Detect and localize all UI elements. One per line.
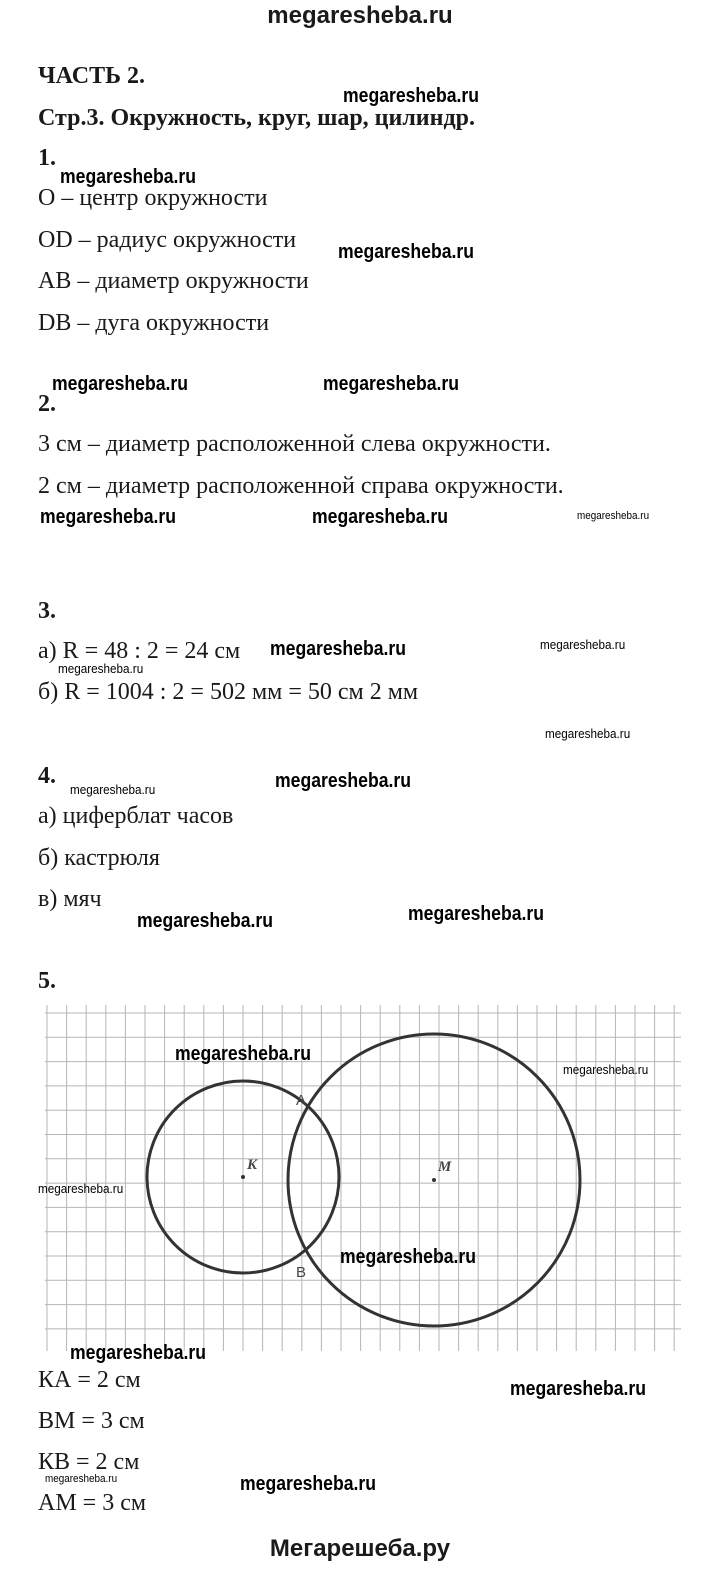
site-footer: Мегарешеба.ру bbox=[269, 1535, 451, 1562]
watermark: megaresheba.ru bbox=[577, 510, 650, 522]
task-5-line: КВ = 2 см bbox=[38, 1449, 140, 1475]
part-title: ЧАСТЬ 2. bbox=[38, 63, 145, 89]
watermark: megaresheba.ru bbox=[540, 637, 626, 652]
watermark: megaresheba.ru bbox=[323, 373, 459, 395]
task-1-line: AB – диаметр окружности bbox=[38, 268, 309, 294]
watermark: megaresheba.ru bbox=[312, 506, 448, 528]
task-4-line: в) мяч bbox=[38, 886, 102, 912]
task-2-line: 2 см – диаметр расположенной справа окружности. bbox=[38, 473, 564, 499]
center-k-point bbox=[241, 1175, 245, 1179]
watermark: megaresheba.ru bbox=[340, 1246, 476, 1268]
task-2-number: 2. bbox=[38, 391, 56, 417]
watermark: megaresheba.ru bbox=[40, 506, 176, 528]
watermark: megaresheba.ru bbox=[175, 1043, 311, 1065]
task-1-line: О – центр окружности bbox=[38, 185, 268, 211]
watermark: megaresheba.ru bbox=[240, 1473, 376, 1495]
circles-figure bbox=[45, 1005, 681, 1351]
task-5-line: КА = 2 см bbox=[38, 1367, 141, 1393]
task-1-line: DB – дуга окружности bbox=[38, 310, 270, 336]
watermark: megaresheba.ru bbox=[343, 85, 479, 107]
label-a: A bbox=[296, 1092, 307, 1109]
watermark: megaresheba.ru bbox=[70, 1342, 206, 1364]
watermark: megaresheba.ru bbox=[38, 1181, 124, 1196]
watermark: megaresheba.ru bbox=[60, 166, 196, 188]
task-1-number: 1. bbox=[38, 145, 56, 171]
watermark: megaresheba.ru bbox=[270, 638, 406, 660]
label-k: K bbox=[247, 1157, 258, 1173]
label-b: B bbox=[296, 1264, 307, 1281]
watermark: megaresheba.ru bbox=[545, 726, 631, 741]
task-1-line: OD – радиус окружности bbox=[38, 227, 297, 253]
task-3-line: б) R = 1004 : 2 = 502 мм = 50 см 2 мм bbox=[38, 679, 419, 705]
task-4-line: а) циферблат часов bbox=[38, 803, 234, 829]
watermark: megaresheba.ru bbox=[45, 1473, 118, 1485]
grid-paper bbox=[45, 1005, 681, 1351]
watermark: megaresheba.ru bbox=[510, 1378, 646, 1400]
task-5-line: АМ = 3 см bbox=[38, 1490, 147, 1516]
watermark: megaresheba.ru bbox=[408, 903, 544, 925]
watermark: megaresheba.ru bbox=[563, 1062, 649, 1077]
watermark: megaresheba.ru bbox=[338, 241, 474, 263]
task-2-line: 3 см – диаметр расположенной слева окружности. bbox=[38, 431, 551, 457]
task-3-number: 3. bbox=[38, 598, 56, 624]
watermark: megaresheba.ru bbox=[137, 910, 273, 932]
task-5-line: ВМ = 3 см bbox=[38, 1408, 145, 1434]
watermark: megaresheba.ru bbox=[58, 661, 144, 676]
label-m: M bbox=[438, 1159, 452, 1175]
watermark: megaresheba.ru bbox=[275, 770, 411, 792]
center-m-point bbox=[432, 1178, 436, 1182]
task-3-line: а) R = 48 : 2 = 24 см bbox=[38, 638, 241, 664]
watermark: megaresheba.ru bbox=[70, 782, 156, 797]
site-header: megaresheba.ru bbox=[267, 2, 453, 29]
task-5-number: 5. bbox=[38, 968, 56, 994]
watermark: megaresheba.ru bbox=[52, 373, 188, 395]
task-4-number: 4. bbox=[38, 763, 56, 789]
task-4-line: б) кастрюля bbox=[38, 845, 160, 871]
page-title: Стр.3. Окружность, круг, шар, цилиндр. bbox=[38, 105, 475, 131]
